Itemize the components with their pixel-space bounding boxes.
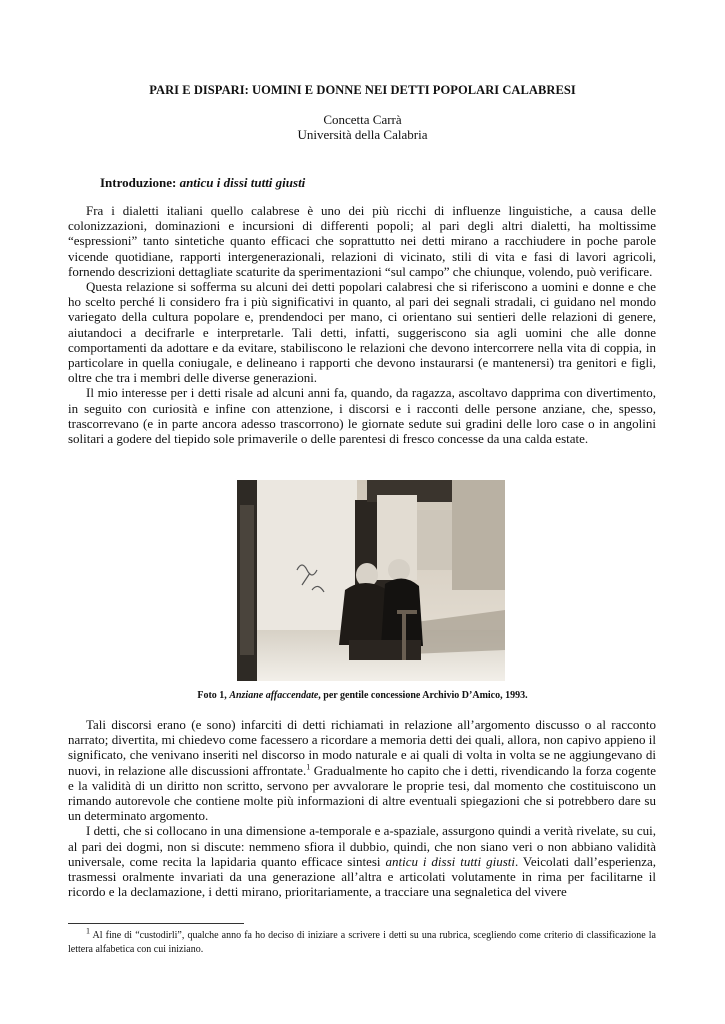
paragraph-text: I detti, che si collocano in una dimensione a-temporale e a-spaziale, assurgono quindi a verità rivelate, su cui, al pari dei dogmi, non si discute: nemmeno sfiora il dubbio, quindi, che non siano veri o non abbiano validità universale, come recita la lapidaria quanto efficace sintesi: [68, 823, 656, 869]
footnote-paragraph: [68, 926, 656, 956]
author-name: Concetta Carrà: [323, 112, 402, 127]
italic-quote: anticu i dissi tutti giusti: [385, 853, 515, 869]
photo-caption: [0, 690, 725, 701]
photo-anziane-affaccendate: [237, 480, 505, 681]
paragraph: [68, 717, 656, 823]
caption-suffix: , per gentile concessione Archivio D’Amico, 1993.: [318, 690, 528, 701]
footnote-number: 1: [86, 926, 90, 936]
paragraph-text: Gradualmente ho capito che i detti, rivendicando la forza cogente e la validità di un diritto non scritto, servono per avvalorare le proprie tesi, dal momento che costituiscono un rimando autorevole che contiene molte più informazioni di altre eventuali spiegazioni che si potrebbero dare su un determinato argomento.: [68, 762, 656, 824]
paragraph: Il mio interesse per i detti risale ad alcuni anni fa, quando, da ragazza, ascoltavo dapprima con divertimento, in seguito con curiosità e infine con attenzione, i discorsi e i racconti delle persone anziane, che, spesso, trascorrevano (e in parte ancora adesso trascorrono) le giornate sedute sui gradini delle loro case o in angolini solitari a godere del tiepido sole primaverile o delle parentesi di fresco concesse da una calda estate.: [68, 385, 656, 447]
paragraph: Questa relazione si sofferma su alcuni dei detti popolari calabresi che si riferiscono a uomini e donne e che ho scelto perché li considero fra i più significativi in quanto, al pari dei segnali stradali, ci guidano nel mondo variegato della cultura popolare e, prendendoci per mano, ci orientano sui sentieri delle relazioni di genere, aiutandoci a decifrarle e interpretarle. Tali detti, infatti, suggeriscono sia agli uomini che alle donne comportamenti da adottare e da evitare, stabiliscono le relazioni che devono intercorrere nella vita di coppia, in particolare in quella coniugale, e delineano i rapporti che devono instaurarsi (e mantenersi) tra genitori e figli, oltre che tra i membri delle diverse generazioni.: [68, 279, 656, 386]
section-subtitle: anticu i dissi tutti giusti: [179, 175, 306, 190]
section-label: Introduzione:: [100, 175, 177, 190]
body-text-2: [68, 717, 656, 899]
paragraph-text: Tali discorsi erano (e sono) infarciti di detti richiamati in relazione all’argomento discusso o al racconto narrato; divertita, mi chiedevo come facessero a ricordare a memoria detti dei quali, allora, non capivo appieno il significato, che venivano inseriti nel discorso in modo naturale e ai quali di volta in volta se ne aggiungevano di nuovi, in relazione alle discussioni affrontate.: [68, 717, 656, 778]
author-affiliation: Università della Calabria: [297, 127, 428, 142]
caption-prefix: Foto 1,: [197, 690, 227, 701]
paragraph: [68, 823, 656, 899]
paragraph: Fra i dialetti italiani quello calabrese è uno dei più ricchi di influenze linguistiche, a causa delle colonizzazioni, dominazioni e incursioni di differenti popoli; al pari degli altri dialetti, ha moltissime “espressioni” tanto sintetiche quanto efficaci che soprattutto nei detti mirano a racchiudere in poche parole vicende quotidiane, rapporti intergenerazionali, relazioni di vicinato, stili di vita e fasi di lavori agricoli, fornendo descrizioni dettagliate scaturite da sperimentazioni “sul campo” che chiunque, volendo, può verificare.: [68, 203, 656, 279]
section-heading: [100, 175, 305, 191]
paragraph-text: . Veicolati dall’esperienza, trasmessi oralmente invariati da una generazione all’altra e articolati volutamente in rima per facilitarne il ricordo e la declamazione, i detti mirano, prioritariamente, a tracciare una segnaletica del vivere: [68, 853, 656, 900]
caption-title: Anziane affaccendate: [229, 690, 319, 701]
paper-title: PARI E DISPARI: UOMINI E DONNE NEI DETTI POPOLARI CALABRESI: [149, 83, 576, 97]
footnote-divider: [68, 923, 244, 924]
body-text-1: [68, 203, 656, 446]
photo-image: [237, 480, 505, 681]
footnote: [68, 926, 656, 956]
footnote-text: Al fine di “custodirli”, qualche anno fa ho deciso di iniziare a scrivere i detti su una rubrica, scegliendo come criterio di classificazione la lettera alfabetica con cui iniziano.: [68, 930, 656, 955]
footnote-ref[interactable]: 1: [306, 762, 311, 772]
author-block: [0, 112, 725, 142]
